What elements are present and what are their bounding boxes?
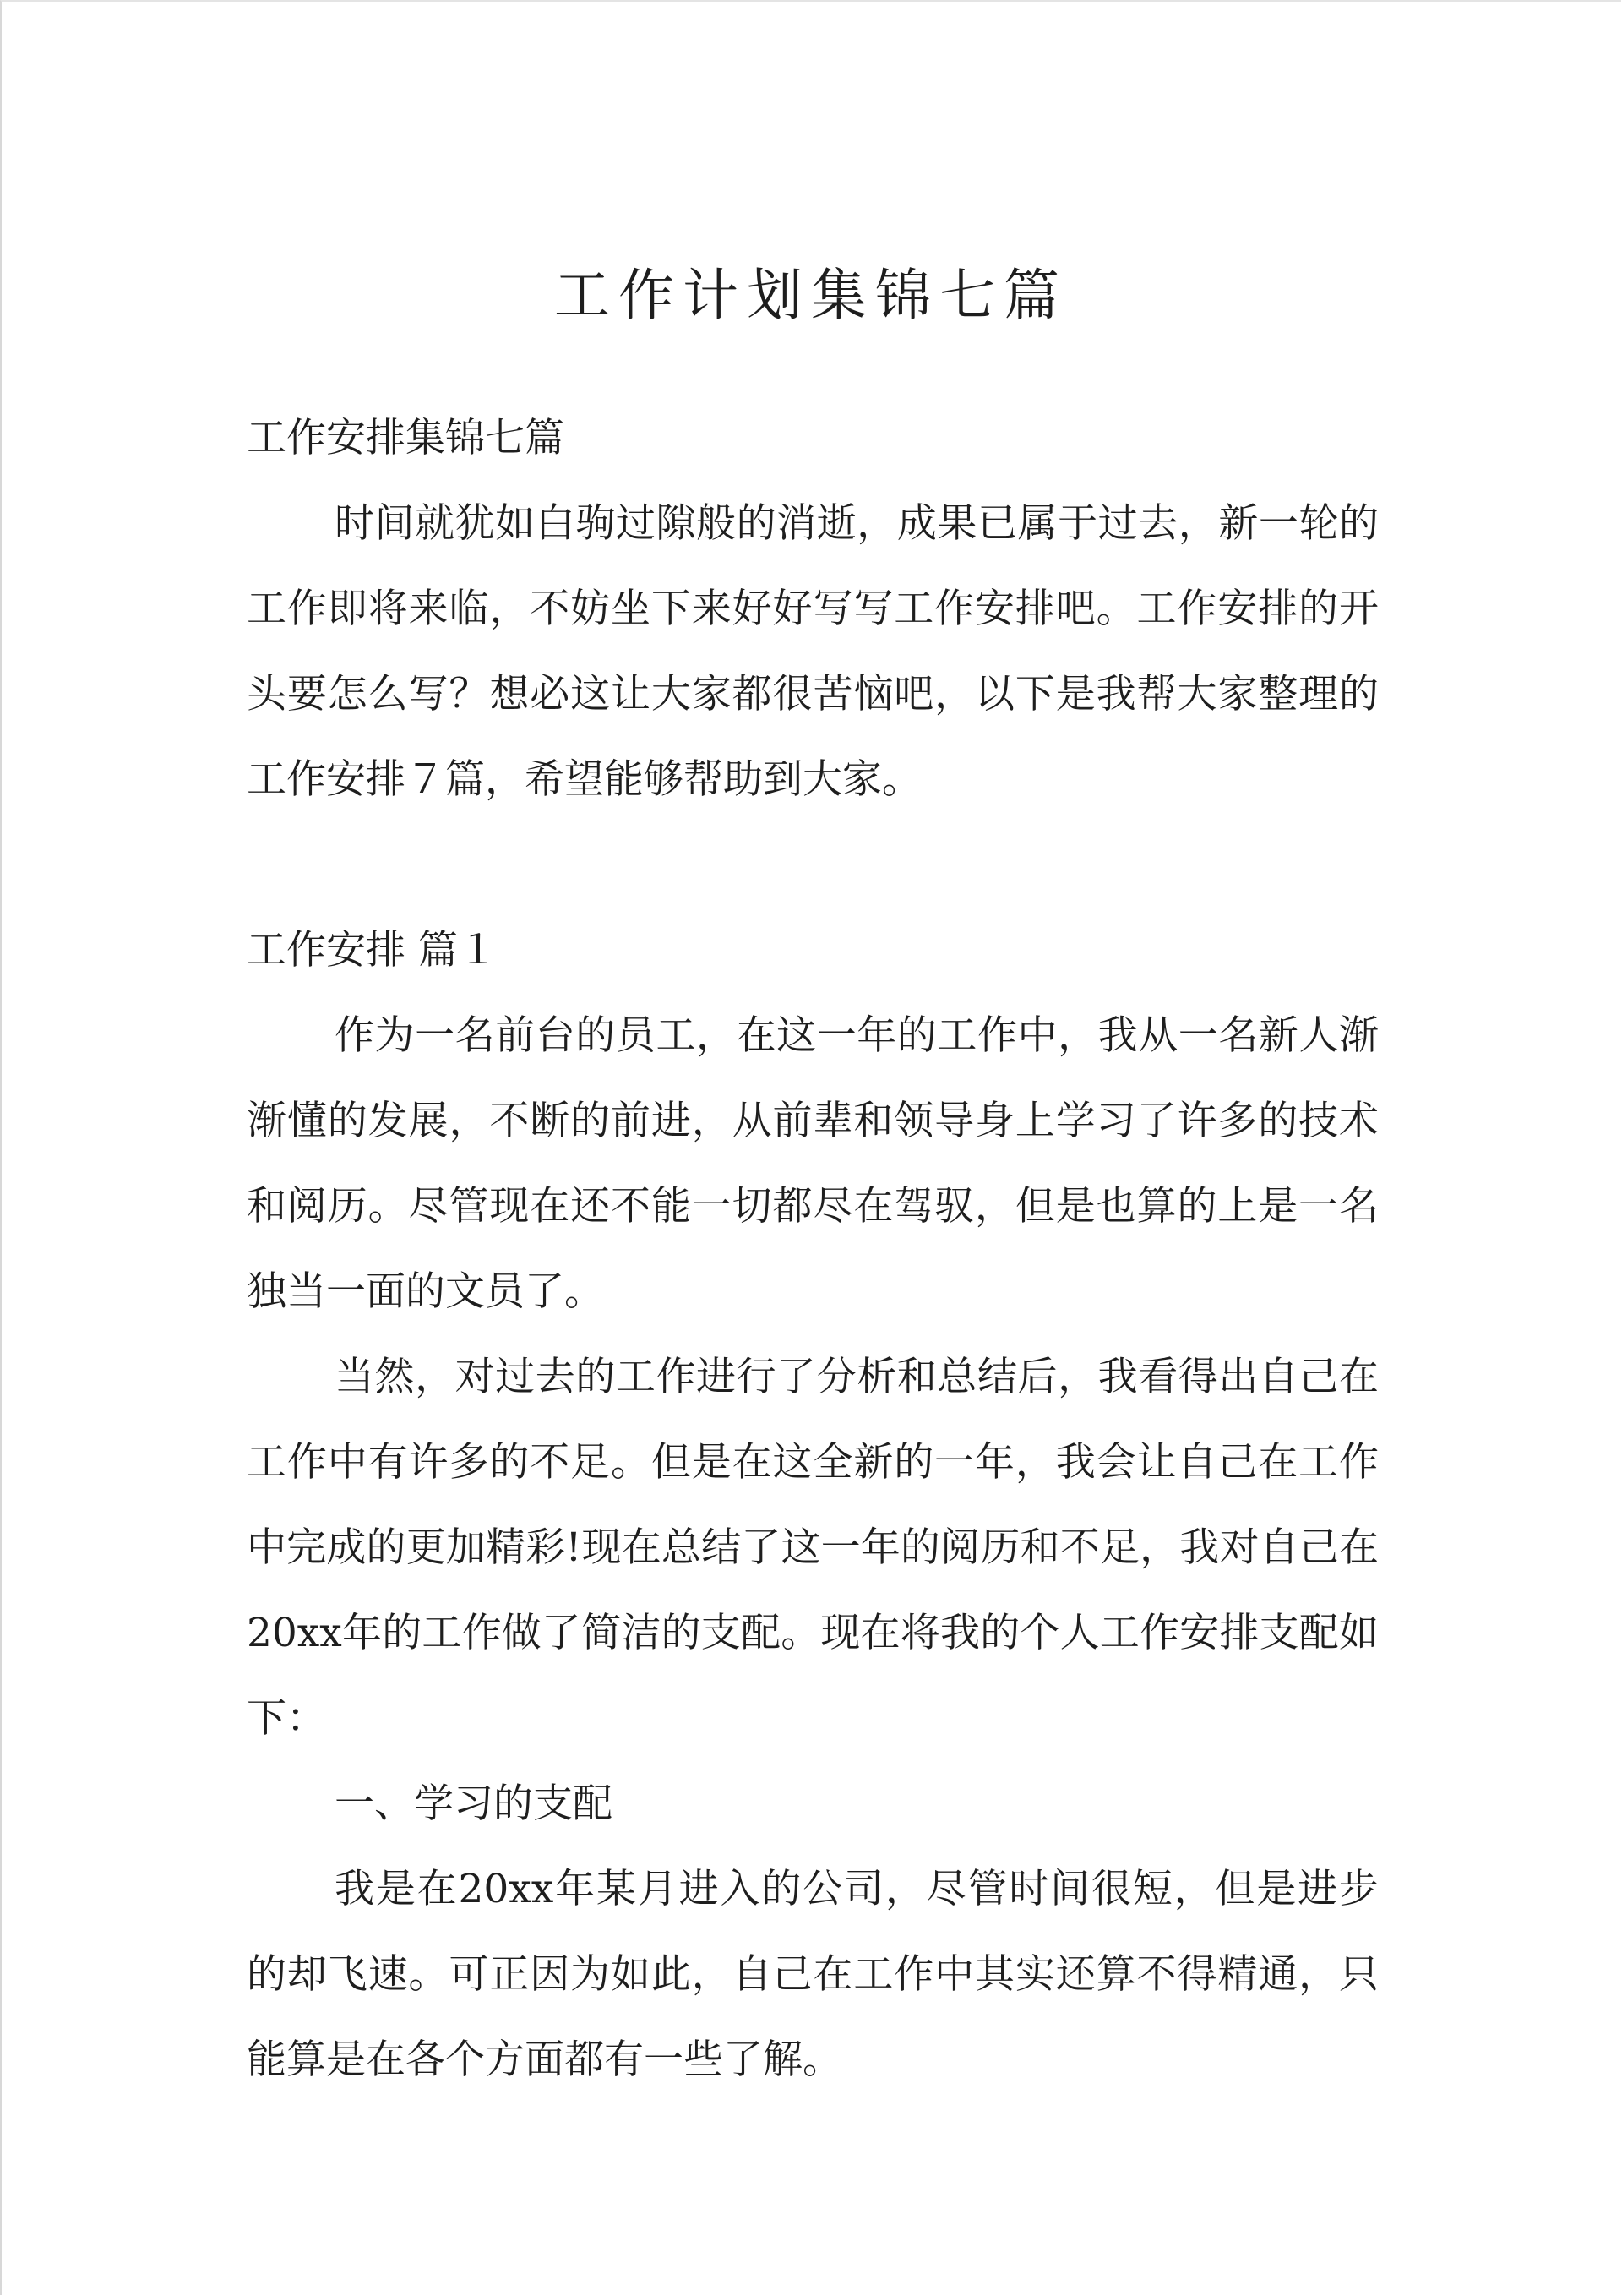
section-heading: 工作安排 篇１ (247, 927, 498, 973)
body-paragraph: 当然，对过去的工作进行了分析和总结后，我看得出自己在工作中有许多的不足。但是在这全新的一年，我会让自己在工作中完成的更加精彩!现在总结了这一年的阅历和不足，我对自己在20xx年的工作做了简洁的支配。现在将我的个人工作安排支配如下： (247, 1354, 1379, 1742)
document-subtitle: 工作安排集锦七篇 (247, 415, 564, 461)
sub-heading: 一、学习的支配 (335, 1781, 612, 1827)
intro-paragraph: 时间就犹如白驹过隙般的消逝，成果已属于过去，新一轮的工作即将来临，不妨坐下来好好写写工作安排吧。工作安排的开头要怎么写？想必这让大家都很苦恼吧，以下是我帮大家整理的工作安排７篇，希望能够帮助到大家。 (247, 500, 1379, 803)
body-paragraph: 我是在20xx年某月进入的公司，尽管时间很短，但是进步的却飞速。可正因为如此，自己在工作中其实还算不得精通，只能算是在各个方面都有一些了解。 (247, 1866, 1379, 2083)
document-body (247, 395, 1379, 2102)
document-title: 工作计划集锦七篇 (554, 263, 1068, 328)
body-paragraph: 作为一名前台的员工，在这一年的工作中，我从一名新人渐渐懂的发展，不断的前进，从前辈和领导身上学习了许多的技术和阅历。尽管现在还不能一切都尽在驾驭，但是也算的上是一名独当一面的文员了。 (247, 1012, 1379, 1315)
